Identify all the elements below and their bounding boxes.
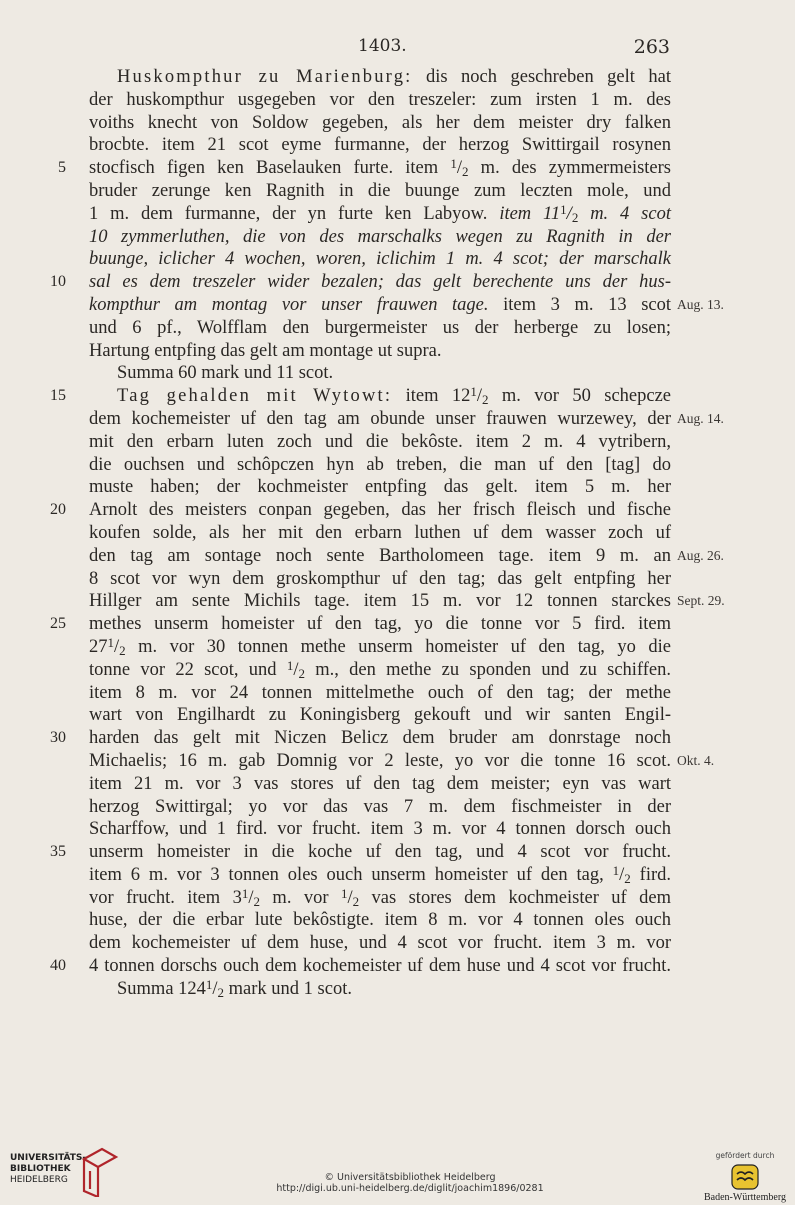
text-run: m. des zymmermeisters: [468, 158, 671, 179]
line-text: [89, 89, 671, 112]
line-number: 25: [50, 615, 66, 633]
text-run: 1: [107, 634, 114, 650]
text-run: item 21 m. vor 3 vas stores uf den tag dem meister; eyn vas wart: [89, 773, 671, 794]
text-run: m. vor 30 tonnen methe unserm homeister uf den tag, yo die: [125, 636, 671, 657]
text-line: [0, 476, 795, 499]
library-emblem-icon: [80, 1147, 120, 1197]
text-line: [0, 841, 795, 864]
text-run: Tag gehalden mit Wytowt:: [117, 386, 393, 407]
line-text: [89, 909, 671, 932]
text-line: [0, 682, 795, 705]
text-run: harden das gelt mit Niczen Belicz dem bruder am donrstage noch: [89, 728, 671, 749]
text-run: /: [456, 158, 462, 179]
text-run: /: [347, 887, 353, 908]
text-run: muste haben; der kochmeister entpfing das gelt. item 5 m. her: [89, 477, 671, 498]
text-line: [0, 317, 795, 340]
text-run: /: [293, 659, 299, 680]
text-line: [0, 226, 795, 249]
text-line: [0, 248, 795, 271]
page-number: 263: [633, 36, 670, 58]
line-text: [89, 340, 671, 363]
line-number: 15: [50, 387, 66, 405]
text-run: Arnolt des meisters conpan gegeben, das her frisch fleisch und fische: [89, 500, 671, 521]
text-line: [0, 932, 795, 955]
text-run: stocfisch figen ken Baselauken furte. item: [89, 158, 451, 179]
text-run: vas stores dem kochmeister uf dem: [359, 887, 671, 908]
line-number: 20: [50, 501, 66, 519]
text-run: /: [476, 386, 482, 407]
line-text: [89, 408, 671, 431]
text-run: /: [566, 203, 572, 224]
text-run: Michaelis; 16 m. gab Domnig vor 2 leste, yo vor die tonne 16 scot.: [89, 750, 671, 771]
copyright-text: © Universitätsbibliothek Heidelberg: [324, 1172, 496, 1183]
line-text: [89, 545, 671, 568]
line-text: [89, 157, 671, 181]
text-line: [0, 773, 795, 796]
line-text: [89, 955, 671, 978]
text-run: 1: [470, 384, 477, 400]
text-run: 2: [624, 870, 631, 886]
text-line: [0, 590, 795, 613]
text-run: 10 zymmerluthen, die von des marschalks wegen zu Ragnith in der: [89, 226, 671, 247]
text-line: [0, 727, 795, 750]
line-number: 10: [50, 273, 66, 291]
line-text: [89, 932, 671, 955]
line-text: [89, 841, 671, 864]
text-line: [0, 180, 795, 203]
text-line: [0, 704, 795, 727]
text-run: 1: [612, 862, 620, 878]
line-text: [89, 864, 671, 888]
text-run: item 11: [499, 203, 561, 224]
text-line: [0, 818, 795, 841]
text-run: item 8 m. vor 24 tonnen mittelmethe ouch of den tag; der methe: [89, 682, 671, 703]
text-run: und 6 pf., Wolfflam den burgermeister us der herberge zu losen;: [89, 317, 671, 338]
text-run: item 12: [392, 386, 471, 407]
text-run: 1: [205, 976, 213, 992]
text-line: [0, 112, 795, 135]
text-run: brocbte. item 21 scot eyme furmanne, der herzog Swittirgail rosynen: [89, 135, 671, 156]
text-line: [0, 545, 795, 568]
line-text: [89, 750, 671, 773]
text-line: [0, 955, 795, 978]
text-line: [0, 522, 795, 545]
text-run: 1 m. dem furmanne, der yn furte ken Labyow.: [89, 203, 500, 224]
text-line: [0, 909, 795, 932]
text-run: fird.: [630, 864, 672, 885]
text-line: [0, 887, 795, 910]
text-run: dis noch geschreben gelt hat: [412, 67, 671, 87]
text-run: m. 4 scot: [578, 203, 671, 224]
text-run: wart von Engilhardt zu Koningisberg gekouft und wir santen Engil-: [89, 705, 671, 726]
line-text: [117, 978, 671, 1002]
line-text: [89, 522, 671, 545]
library-line-2: BIBLIOTHEK: [10, 1164, 71, 1174]
text-run: 2: [253, 893, 260, 909]
line-text: [89, 682, 671, 705]
text-run: 2: [119, 642, 126, 658]
library-logo[interactable]: [10, 1153, 120, 1193]
library-line-3: HEIDELBERG: [10, 1175, 68, 1185]
text-line: [0, 636, 795, 659]
text-line: [0, 568, 795, 591]
text-line: [0, 408, 795, 431]
margin-date: Aug. 13.: [677, 296, 724, 312]
text-line: [0, 294, 795, 317]
margin-date: Okt. 4.: [677, 752, 715, 768]
funder-block: [700, 1151, 790, 1203]
text-run: 4 tonnen dorschs ouch dem kochemeister uf dem huse und 4 scot vor frucht.: [89, 956, 671, 977]
text-run: /: [248, 887, 254, 908]
line-text: [89, 454, 671, 477]
text-run: koufen solde, als her mit den erbarn luthen uf dem wasser zoch uf: [89, 522, 671, 543]
text-run: den tag am sontage noch sente Bartholomeen tage. item 9 m. an: [89, 545, 671, 566]
text-line: [0, 613, 795, 636]
line-text: [89, 271, 671, 294]
line-text: [89, 704, 671, 727]
text-line: [0, 978, 795, 1001]
text-run: voiths knecht von Soldow gegeben, als her dem meister dry falken: [89, 112, 671, 133]
line-text: [89, 294, 671, 317]
text-run: methes unserm homeister uf den tag, yo die tonne vor 5 fird. item: [89, 614, 671, 635]
source-url-link[interactable]: http://digi.ub.uni-heidelberg.de/diglit/joachim1896/0281: [276, 1182, 544, 1194]
text-run: 8 scot vor wyn dem groskompthur uf den tag; das gelt entpfing her: [89, 568, 671, 589]
line-text: [89, 499, 671, 522]
text-line: [0, 134, 795, 157]
text-run: die ouchsen und schôpczen hyn ab treben, die man uf den [tag] do: [89, 454, 671, 475]
line-number: 40: [50, 957, 66, 975]
text-run: item 6 m. vor 3 tonnen oles ouch unserm homeister uf den tag,: [89, 864, 613, 885]
margin-date: Aug. 14.: [677, 410, 724, 426]
text-run: buunge, iclicher 4 wochen, woren, iclichim 1 m. 4 scot; der marschalk: [89, 249, 671, 270]
line-text: [89, 226, 671, 249]
line-text: [89, 134, 671, 157]
page-header: [88, 36, 670, 60]
text-run: 1: [241, 885, 249, 901]
text-line: [0, 431, 795, 454]
text-line: [0, 362, 795, 385]
line-number: 30: [50, 729, 66, 747]
text-run: kompthur am montag vor unser frauwen tage.: [89, 294, 489, 315]
text-line: [0, 454, 795, 477]
library-name: [10, 1153, 86, 1186]
line-text: [89, 636, 671, 660]
text-line: [0, 659, 795, 682]
text-run: 2: [482, 392, 489, 408]
text-run: 2: [461, 164, 469, 180]
page-footer: [0, 1133, 795, 1205]
line-text: [89, 476, 671, 499]
text-run: 1: [560, 201, 567, 217]
text-run: Scharffow, und 1 fird. vor frucht. item 3 m. vor 4 tonnen dorsch ouch: [89, 819, 671, 840]
text-line: [0, 203, 795, 226]
document-body: [0, 66, 795, 1001]
text-line: [0, 271, 795, 294]
text-run: Summa 124: [117, 978, 206, 999]
line-text: [117, 385, 671, 409]
line-text: [89, 887, 671, 911]
coat-of-arms-icon: [731, 1164, 759, 1190]
text-run: 1: [450, 156, 457, 172]
text-run: m. vor: [260, 887, 341, 908]
line-text: [89, 180, 671, 203]
text-run: m. vor 50 schepcze: [488, 386, 671, 407]
text-run: 27: [89, 636, 108, 657]
text-run: unserm homeister in die koche uf den tag, und 4 scot vor frucht.: [89, 842, 671, 863]
text-run: Hartung entpfing das gelt am montage ut supra.: [89, 340, 442, 361]
text-run: /: [114, 636, 120, 657]
text-run: dem kochemeister uf dem huse, und 4 scot vor frucht. item 3 m. vor: [89, 933, 671, 954]
text-run: tonne vor 22 scot, und: [89, 659, 287, 680]
text-line: [0, 89, 795, 112]
text-run: huse, der die erbar lute bekôstigte. item 8 m. vor 4 tonnen oles ouch: [89, 910, 671, 931]
text-run: der huskompthur usgegeben vor den treszeler: zum irsten 1 m. des: [89, 89, 671, 110]
line-text: [89, 248, 671, 271]
text-run: 2: [298, 665, 305, 681]
text-run: 2: [571, 209, 579, 225]
line-text: [89, 590, 671, 613]
text-line: [0, 157, 795, 180]
line-text: [89, 773, 671, 796]
line-text: [89, 203, 671, 227]
text-run: dem kochemeister uf den tag am obunde unser frauwen wurzewey, der: [89, 408, 671, 429]
text-line: [0, 864, 795, 887]
text-run: 2: [352, 893, 360, 909]
header-year: 1403.: [358, 36, 407, 56]
line-text: [117, 362, 671, 385]
line-text: [89, 613, 671, 636]
text-run: Summa 60 mark und 11 scot.: [117, 363, 334, 384]
text-line: [0, 499, 795, 522]
text-run: /: [619, 864, 625, 885]
text-run: m., den methe zu sponden und zu schiffen.: [304, 659, 671, 680]
text-line: [0, 340, 795, 363]
line-text: [89, 818, 671, 841]
text-line: [0, 796, 795, 819]
margin-date: Aug. 26.: [677, 547, 724, 563]
line-text: [89, 727, 671, 750]
line-number: 35: [50, 843, 66, 861]
text-run: vor frucht. item 3: [89, 887, 242, 908]
line-text: [89, 568, 671, 591]
text-line: [0, 385, 795, 408]
footer-credits: [220, 1173, 600, 1194]
text-run: /: [212, 978, 218, 999]
line-number: 5: [58, 159, 66, 177]
text-run: 1: [340, 885, 348, 901]
text-run: 1: [286, 657, 294, 673]
library-line-1: UNIVERSITÄTS-: [10, 1153, 87, 1163]
funder-name: Baden-Württemberg: [703, 1192, 786, 1203]
text-run: mark und 1 scot.: [224, 978, 352, 999]
margin-date: Sept. 29.: [677, 593, 725, 609]
text-run: Huskompthur zu Marienburg:: [117, 67, 413, 87]
text-line: [0, 66, 795, 89]
line-text: [89, 431, 671, 454]
line-text: [89, 317, 671, 340]
text-run: sal es dem treszeler wider bezalen; das gelt berechente uns der hus-: [89, 272, 671, 293]
line-text: [89, 659, 671, 683]
text-run: mit den erbarn luten zoch und die bekôste. item 2 m. 4 vytribern,: [89, 431, 671, 452]
text-run: Hillger am sente Michils tage. item 15 m. vor 12 tonnen starckes: [89, 591, 671, 612]
text-run: item 3 m. 13 scot: [488, 294, 671, 315]
line-text: [89, 796, 671, 819]
text-run: 2: [217, 984, 225, 1000]
funded-by-label: gefördert durch: [715, 1151, 775, 1160]
text-run: bruder zerunge ken Ragnith in die buunge zum leczten mole, und: [89, 180, 671, 201]
line-text: [89, 112, 671, 135]
text-run: herzog Swittirgal; yo vor das vas 7 m. dem fischmeister in der: [89, 796, 671, 817]
text-line: [0, 750, 795, 773]
line-text: [117, 66, 671, 89]
